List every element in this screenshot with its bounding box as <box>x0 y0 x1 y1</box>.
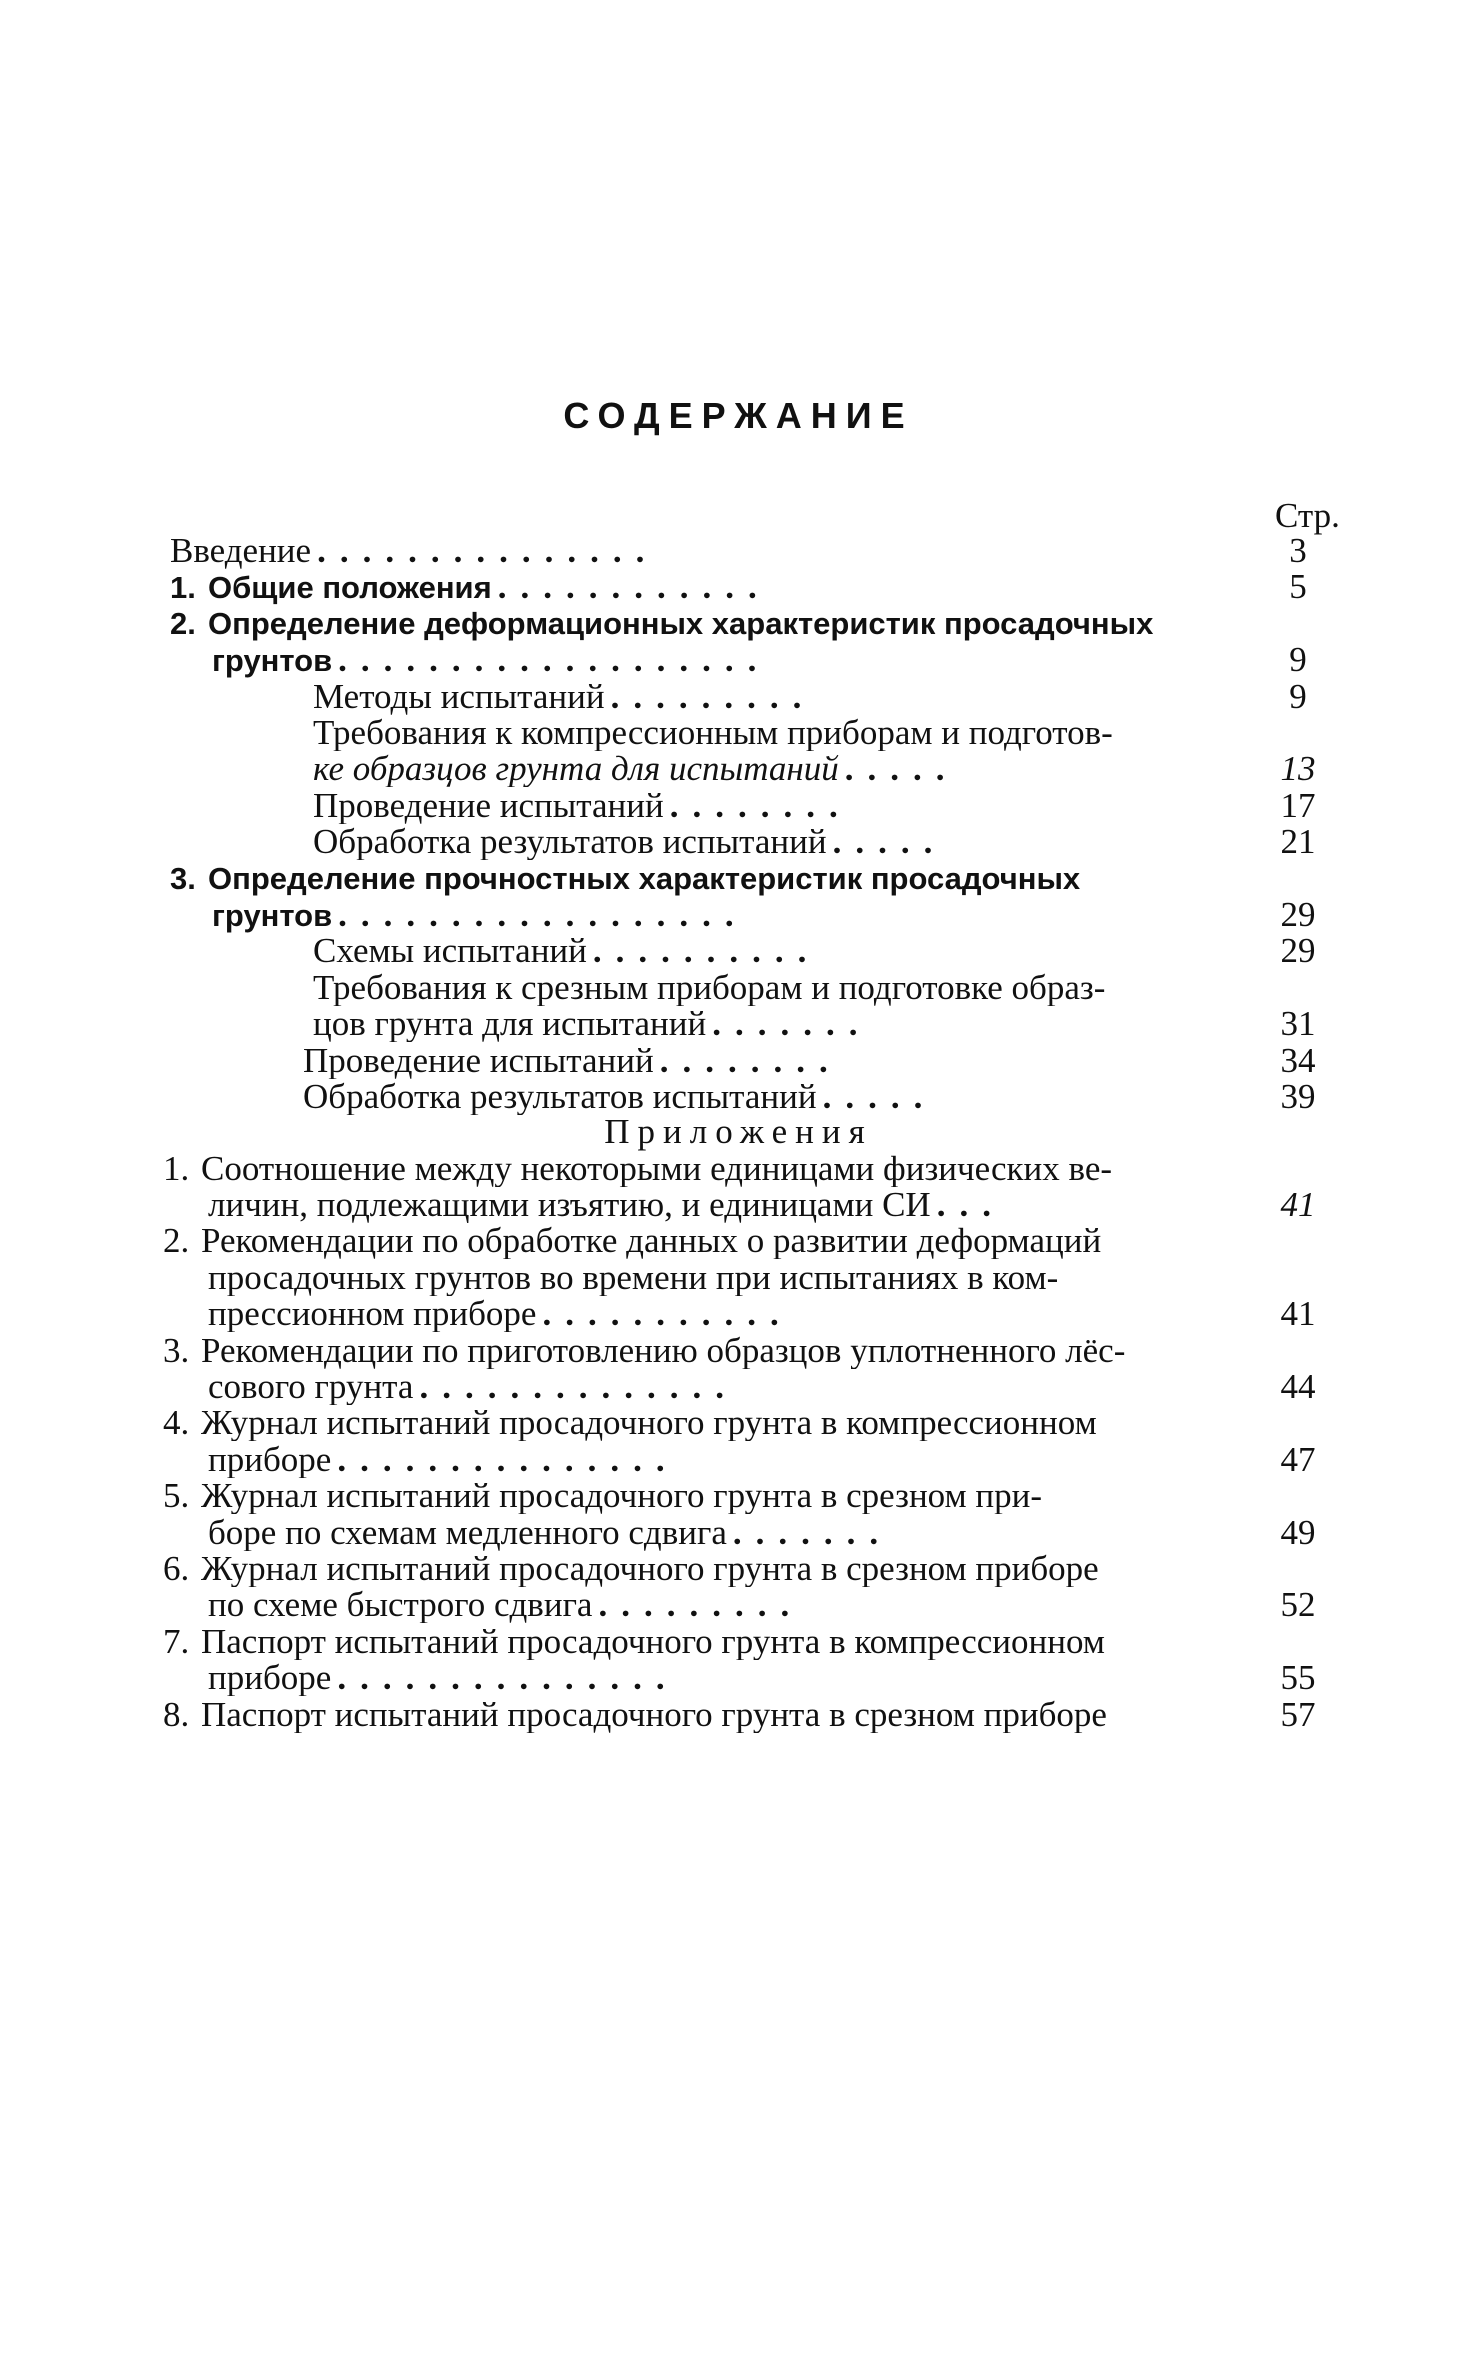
toc-entry-number: 1. <box>170 570 196 605</box>
toc-leader: ......... <box>598 1586 804 1623</box>
toc-entry[interactable] <box>212 896 1260 933</box>
toc-entry[interactable] <box>170 860 1260 897</box>
toc-entry-text: грунтов <box>212 898 333 933</box>
toc-entry-text: Рекомендации по обработке данных о развитии деформаций <box>201 1222 1102 1259</box>
toc-entry-text: Обработка результатов испытаний <box>313 823 827 860</box>
toc-entry[interactable] <box>313 787 1260 824</box>
toc-entry-text: Определение прочностных характеристик просадочных <box>208 861 1081 896</box>
toc-entry[interactable] <box>208 1368 1260 1405</box>
toc-page-number: 47 <box>1280 1440 1316 1479</box>
toc-page-number: 29 <box>1280 931 1316 970</box>
toc-page-number: 41 <box>1280 1185 1316 1224</box>
toc-entry-text: боре по схемам медленного сдвига <box>208 1514 727 1551</box>
toc-leader: ............ <box>497 568 771 605</box>
toc-page-number: 34 <box>1280 1041 1316 1080</box>
toc-entry-number: 3. <box>163 1332 190 1369</box>
toc-entry[interactable] <box>163 1150 1260 1187</box>
toc-entry[interactable] <box>208 1295 1260 1332</box>
toc-entry[interactable] <box>303 1078 1260 1115</box>
toc-entry[interactable] <box>163 1477 1260 1514</box>
toc-leader: ............... <box>337 1659 679 1696</box>
toc-page-number: 41 <box>1280 1294 1316 1333</box>
toc-entry-text: приборе <box>208 1441 332 1478</box>
toc-entry-text: Паспорт испытаний просадочного грунта в срезном приборе <box>201 1696 1107 1733</box>
toc-leader: ..... <box>832 823 947 860</box>
toc-entry[interactable] <box>163 1696 1260 1733</box>
toc-leader: ..... <box>822 1078 937 1115</box>
toc-entry-text: Определение деформационных характеристик просадочных <box>208 606 1154 641</box>
toc-entry[interactable] <box>313 678 1260 715</box>
toc-entry-number: 2. <box>163 1222 190 1259</box>
toc-leader: .................. <box>338 896 748 933</box>
toc-entry[interactable] <box>313 969 1260 1006</box>
toc-entry[interactable] <box>170 605 1260 642</box>
toc-page-number: 31 <box>1280 1004 1316 1043</box>
toc-entry[interactable] <box>313 714 1260 751</box>
toc-entry-number: 2. <box>170 606 196 641</box>
toc-entry[interactable] <box>313 823 1260 860</box>
toc-leader: ................... <box>338 641 771 678</box>
toc-leader: ....... <box>712 1005 872 1042</box>
toc-entry-number: 1. <box>163 1150 190 1187</box>
toc-entry[interactable] <box>170 568 1260 605</box>
toc-entry-text: сового грунта <box>208 1368 414 1405</box>
toc-page-number: 52 <box>1280 1585 1316 1624</box>
toc-entry-text: Методы испытаний <box>313 678 605 715</box>
toc-entry[interactable] <box>212 641 1260 678</box>
toc-entry[interactable] <box>208 1514 1260 1551</box>
toc-page-number: 49 <box>1280 1513 1316 1552</box>
toc-entry[interactable] <box>303 1042 1260 1079</box>
toc-entry-number: 3. <box>170 861 196 896</box>
toc-entry[interactable] <box>208 1441 1260 1478</box>
toc-entry-text: приборе <box>208 1659 332 1696</box>
toc-entry-number: 8. <box>163 1696 190 1733</box>
toc-page-number: 29 <box>1280 895 1316 934</box>
toc-page-number: 17 <box>1280 786 1316 825</box>
toc-entry-number: 5. <box>163 1477 190 1514</box>
toc-entry[interactable] <box>208 1586 1260 1623</box>
toc-entry[interactable] <box>208 1659 1260 1696</box>
toc-entry[interactable] <box>208 1259 1260 1296</box>
toc-entry-text: личин, подлежащими изъятию, и единицами СИ <box>208 1186 931 1223</box>
toc-entry-text: Журнал испытаний просадочного грунта в срезном при- <box>201 1477 1043 1514</box>
toc-leader: ........ <box>659 1042 842 1079</box>
toc-entry-text: Паспорт испытаний просадочного грунта в компрессионном <box>201 1623 1105 1660</box>
toc-entry-text: Введение <box>170 532 312 569</box>
toc-leader: ..... <box>844 750 959 787</box>
toc-page-number: 13 <box>1280 749 1316 788</box>
toc-entry-text: Рекомендации по приготовлению образцов уплотненного лёс- <box>201 1332 1126 1369</box>
toc-entry[interactable] <box>170 532 1260 569</box>
toc-entry-number: 6. <box>163 1550 190 1587</box>
toc-entry[interactable] <box>163 1550 1260 1587</box>
toc-leader: ............... <box>317 532 659 569</box>
toc-entry-text: Соотношение между некоторыми единицами физических ве- <box>201 1150 1113 1187</box>
toc-page-number: 55 <box>1280 1658 1316 1697</box>
toc-leader: .............. <box>419 1368 738 1405</box>
toc-entry[interactable] <box>313 932 1260 969</box>
toc-entry-number: 7. <box>163 1623 190 1660</box>
toc-page-number: 57 <box>1280 1695 1316 1734</box>
toc-entry-text: Проведение испытаний <box>313 787 664 824</box>
toc-entry-text: Требования к компрессионным приборам и подготов- <box>313 714 1113 751</box>
toc-entry[interactable] <box>163 1332 1260 1369</box>
toc-leader: ......... <box>610 678 816 715</box>
toc-entry-text: Требования к срезным приборам и подготовке образ- <box>313 969 1106 1006</box>
toc-page-number: 39 <box>1280 1077 1316 1116</box>
toc-entry[interactable] <box>313 1005 1260 1042</box>
toc-leader: ........ <box>669 787 852 824</box>
toc-entry-text: ке образцов грунта для испытаний <box>313 750 839 787</box>
toc-page-number: 21 <box>1280 822 1316 861</box>
toc-leader: ....... <box>732 1514 893 1551</box>
toc-leader: ... <box>936 1186 1005 1223</box>
toc-entry-text: грунтов <box>212 643 333 678</box>
toc-page-number: 44 <box>1280 1367 1316 1406</box>
toc-page-number: 9 <box>1289 677 1307 716</box>
toc-entry-text: просадочных грунтов во времени при испытаниях в ком- <box>208 1259 1059 1296</box>
toc-entry[interactable] <box>163 1404 1260 1441</box>
toc-leader: .......... <box>592 932 821 969</box>
toc-entry[interactable] <box>163 1623 1260 1660</box>
page-column-label: Стр. <box>1275 496 1340 535</box>
toc-entry-text: Журнал испытаний просадочного грунта в компрессионном <box>201 1404 1097 1441</box>
toc-page-number: 3 <box>1289 531 1307 570</box>
toc-entry[interactable] <box>208 1186 1260 1223</box>
appendix-heading: Приложения <box>604 1112 873 1151</box>
toc-entry-text: цов грунта для испытаний <box>313 1005 707 1042</box>
toc-page-number: 5 <box>1289 567 1307 606</box>
toc-entry-number: 4. <box>163 1404 190 1441</box>
toc-entry-text: Схемы испытаний <box>313 932 587 969</box>
toc-entry-text: по схеме быстрого сдвига <box>208 1586 593 1623</box>
toc-entry-text: Общие положения <box>208 570 492 605</box>
toc-leader: ........... <box>542 1295 793 1332</box>
page-title: СОДЕРЖАНИЕ <box>563 395 914 436</box>
toc-leader: ............... <box>337 1441 679 1478</box>
toc-entry-text: Обработка результатов испытаний <box>303 1078 817 1115</box>
toc-entry-text: прессионном приборе <box>208 1295 537 1332</box>
toc-entry[interactable] <box>313 750 1260 787</box>
toc-entry-text: Журнал испытаний просадочного грунта в срезном приборе <box>201 1550 1099 1587</box>
toc-page-number: 9 <box>1289 640 1307 679</box>
toc-entry[interactable] <box>163 1222 1260 1259</box>
toc-entry-text: Проведение испытаний <box>303 1042 654 1079</box>
